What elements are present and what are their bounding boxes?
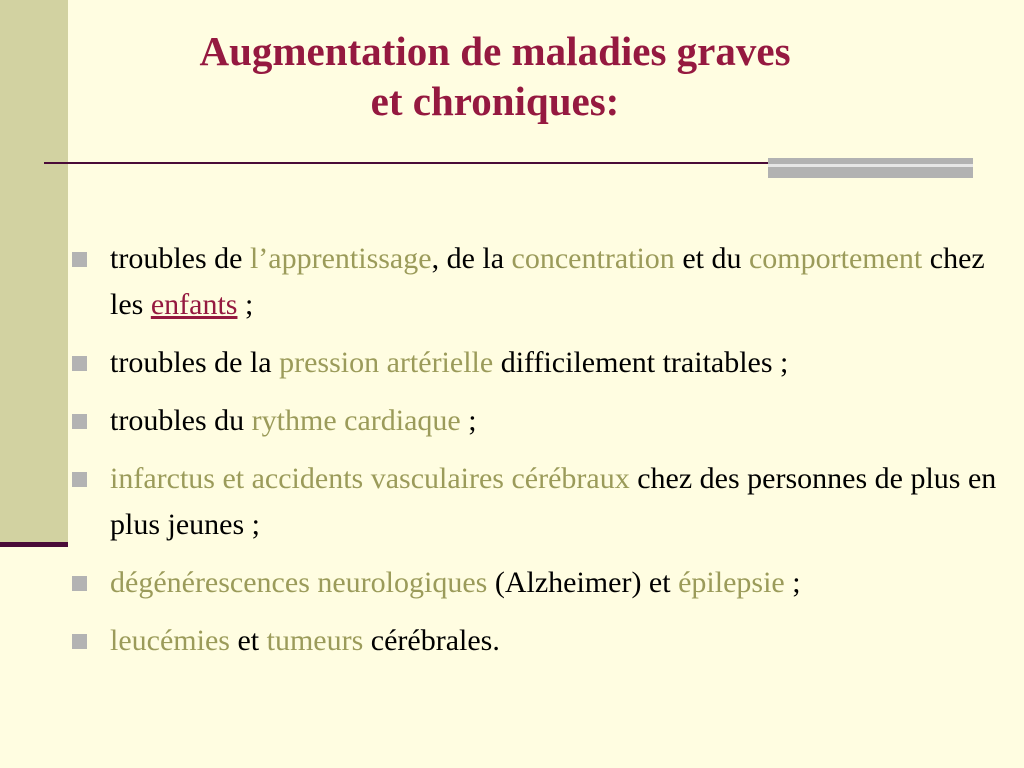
bullet-text: , de la — [431, 242, 512, 275]
bullet-text: et du — [674, 242, 749, 275]
highlighted-term: épilepsie — [678, 566, 785, 599]
highlighted-term: leucémies — [110, 624, 230, 657]
slide-title — [110, 26, 880, 126]
bullet-text: troubles de — [110, 242, 250, 275]
slide-title-line-1: Augmentation de maladies graves — [199, 28, 791, 74]
bullet-text: troubles de la — [110, 346, 280, 379]
highlighted-term: dégénérescences neurologiques — [110, 566, 488, 599]
bullet-item — [72, 398, 1024, 444]
highlighted-term: concentration — [511, 242, 675, 275]
highlighted-term: rythme cardiaque — [251, 404, 461, 437]
highlighted-term: l’apprentissage — [249, 242, 432, 275]
square-bullet-icon — [72, 472, 87, 487]
left-bar-underline — [0, 542, 68, 547]
bullet-text: troubles du — [110, 404, 252, 437]
highlighted-term: tumeurs — [266, 624, 364, 657]
left-decorative-bar — [0, 0, 68, 545]
highlighted-term: pression artérielle — [279, 346, 494, 379]
bullet-text: chez des personnes de plus en plus jeunes ; — [110, 462, 997, 541]
square-bullet-icon — [72, 252, 87, 267]
bullet-text: difficilement traitables ; — [493, 346, 789, 379]
bullet-text: ; — [237, 288, 254, 321]
bullet-item — [72, 340, 1024, 386]
bullet-item — [72, 236, 1024, 328]
accent-bar — [768, 158, 973, 178]
bullet-text: ; — [460, 404, 477, 437]
bullet-list — [72, 236, 1024, 676]
square-bullet-icon — [72, 634, 87, 649]
slide-title-line-2: et chroniques: — [370, 78, 620, 124]
accent-stripe — [768, 167, 973, 178]
square-bullet-icon — [72, 356, 87, 371]
title-divider — [44, 162, 770, 164]
bullet-link[interactable]: enfants — [150, 288, 238, 321]
bullet-item — [72, 560, 1024, 606]
highlighted-term: infarctus et accidents vasculaires cérébraux — [110, 462, 630, 495]
bullet-text: et — [229, 624, 267, 657]
bullet-text: (Alzheimer) et — [487, 566, 679, 599]
square-bullet-icon — [72, 576, 87, 591]
square-bullet-icon — [72, 414, 87, 429]
bullet-item — [72, 456, 1024, 548]
bullet-item — [72, 618, 1024, 664]
bullet-text: cérébrales. — [363, 624, 500, 657]
highlighted-term: comportement — [748, 242, 923, 275]
bullet-text: ; — [784, 566, 801, 599]
bullet-text: chez les — [110, 242, 985, 321]
